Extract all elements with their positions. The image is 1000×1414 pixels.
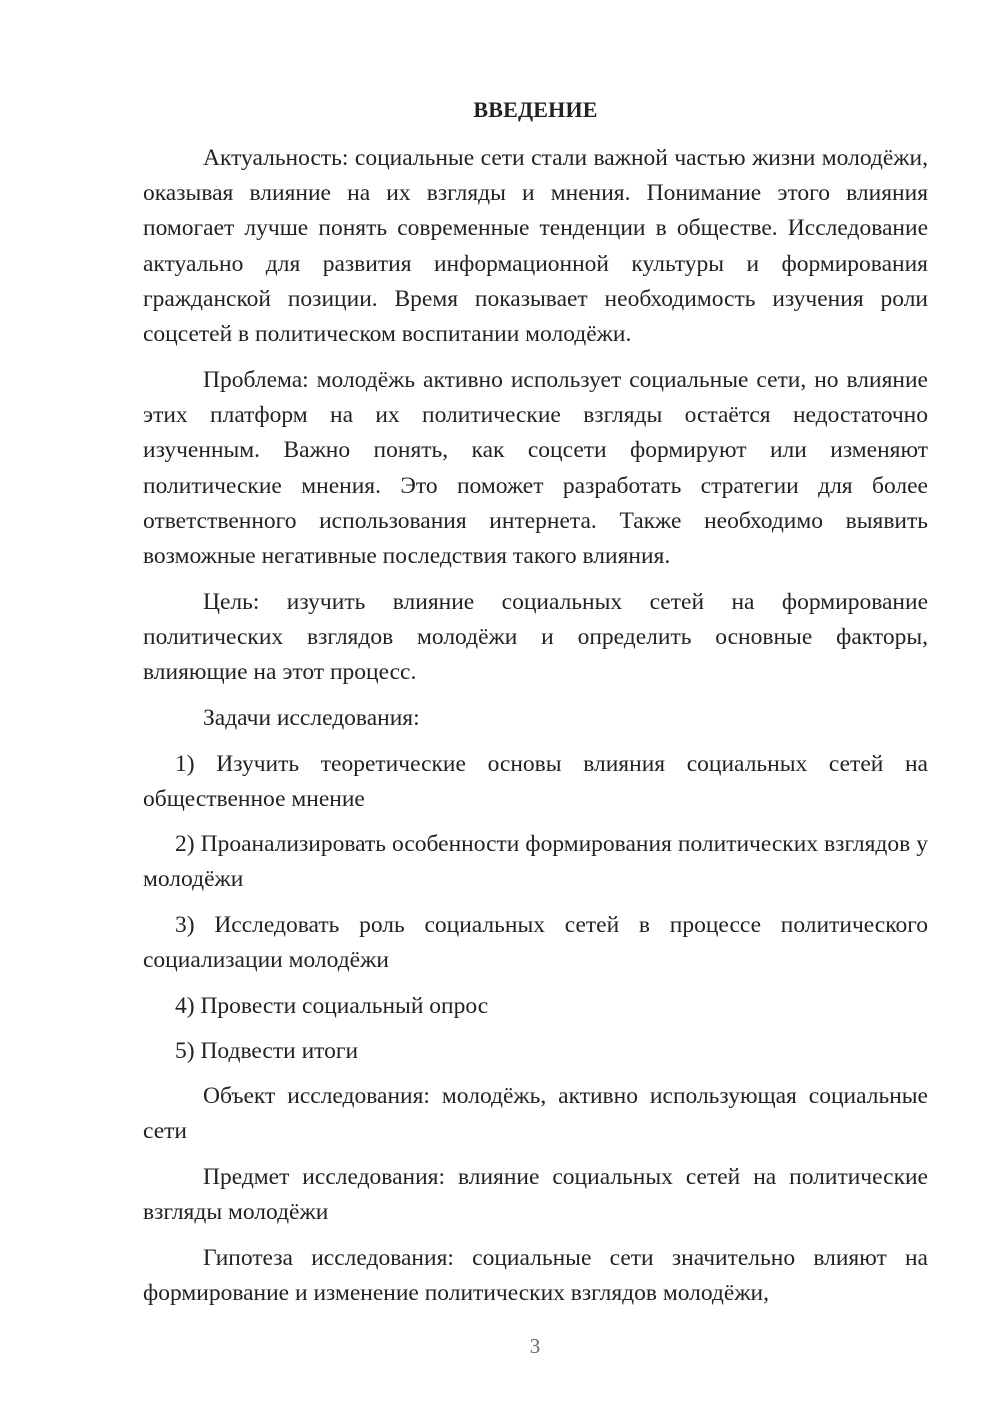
task-item-4: 4) Провести социальный опрос xyxy=(175,993,489,1019)
object-paragraph: Объект исследования: молодёжь, активно использующая социальные сети xyxy=(143,1083,928,1145)
task-item-5: 5) Подвести итоги xyxy=(175,1038,359,1064)
page-number: 3 xyxy=(529,1334,541,1358)
goal-paragraph: Цель: изучить влияние социальных сетей на формирование политических взглядов молодёжи и определить основные факторы, влияющие на этот процесс. xyxy=(143,589,928,686)
problem-paragraph: Проблема: молодёжь активно использует социальные сети, но влияние этих платформ на их политические взгляды остаётся недостаточно изученным. Важно понять, как соцсети формируют или изменяют политические мнения. Это поможет разработать стратегии для более ответственного использования интернета. Также необходимо выявить возможные негативные последствия такого влияния. xyxy=(143,367,928,570)
subject-paragraph: Предмет исследования: влияние социальных сетей на политические взгляды молодёжи xyxy=(143,1164,928,1226)
hypothesis-paragraph: Гипотеза исследования: социальные сети значительно влияют на формирование и изменение политических взглядов молодёжи, xyxy=(143,1245,928,1307)
task-item-2: 2) Проанализировать особенности формирования политических взглядов у молодёжи xyxy=(143,831,928,893)
task-item-3: 3) Исследовать роль социальных сетей в процессе политического социализации молодёжи xyxy=(143,912,928,974)
section-heading: ВВЕДЕНИЕ xyxy=(473,97,598,122)
tasks-title: Задачи исследования: xyxy=(203,705,420,731)
relevance-paragraph: Актуальность: социальные сети стали важной частью жизни молодёжи, оказывая влияние на их взгляды и мнения. Понимание этого влияния помогает лучше понять современные тенденции в обществе. Исследование актуально для развития информационной культуры и формирования гражданской позиции. Время показывает необходимость изучения роли соцсетей в политическом воспитании молодёжи. xyxy=(143,145,928,348)
task-item-1: 1) Изучить теоретические основы влияния социальных сетей на общественное мнение xyxy=(143,751,928,813)
